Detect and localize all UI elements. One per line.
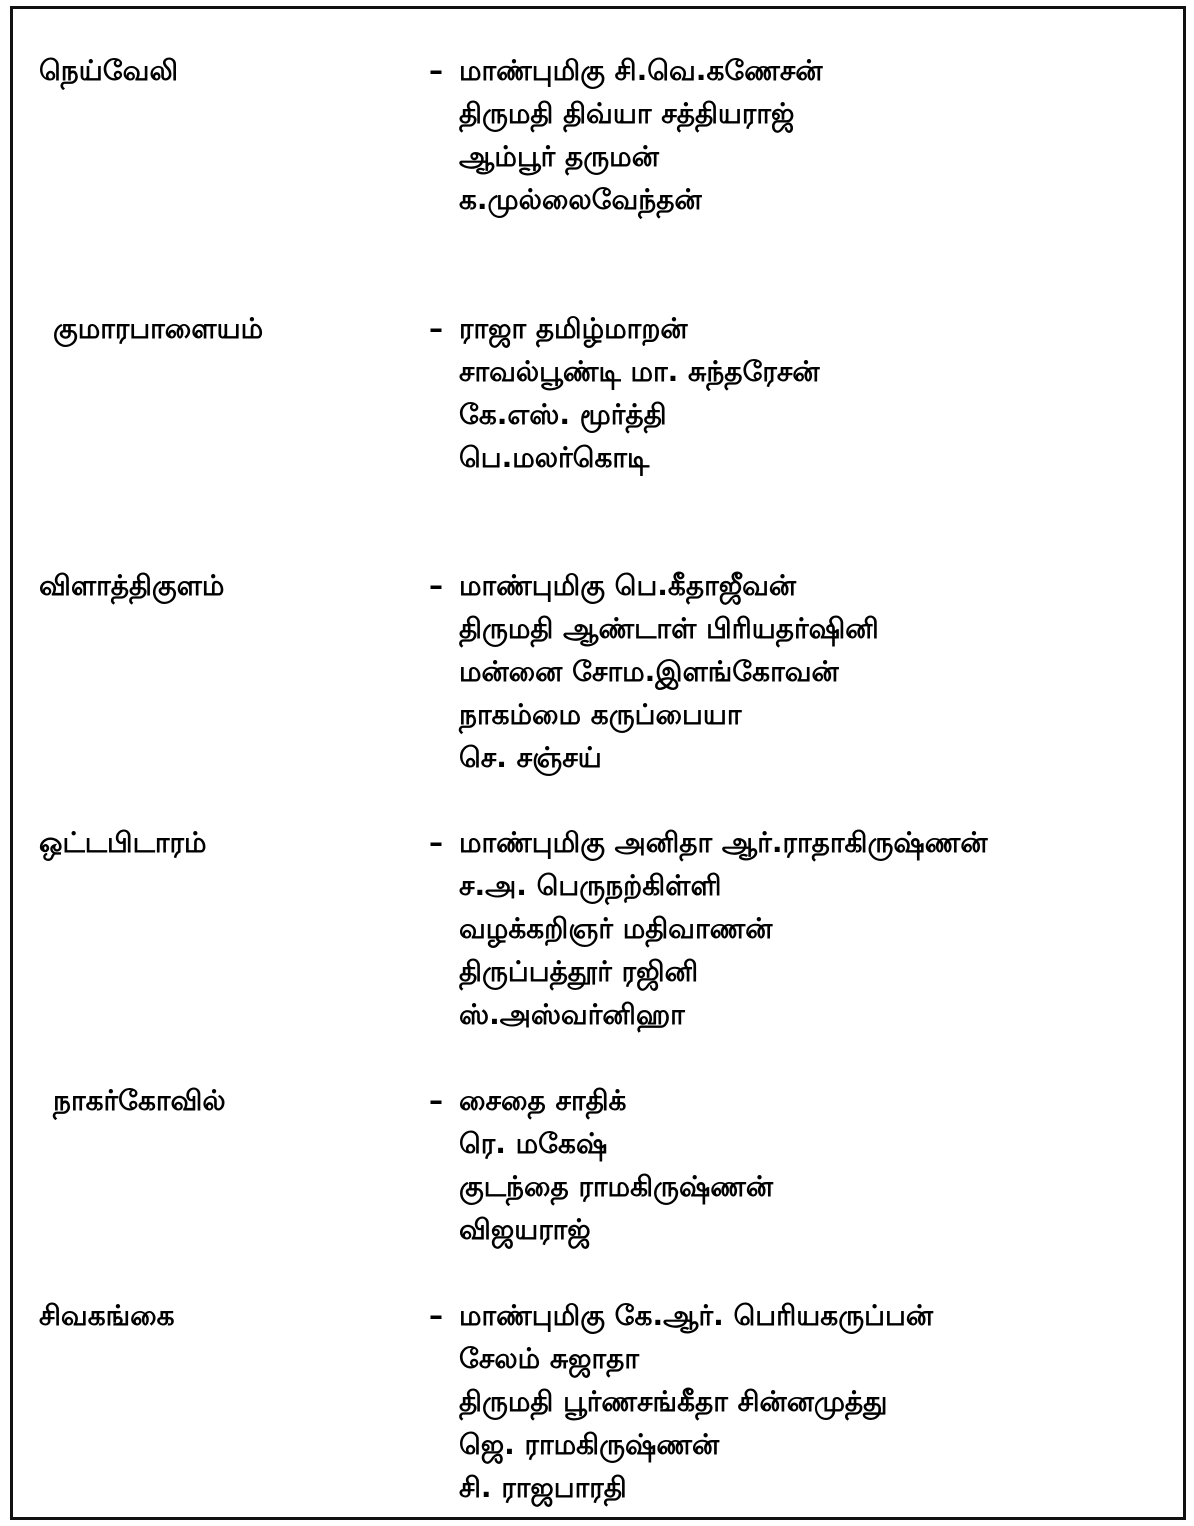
dash: – [429,569,443,602]
member-list [459,49,823,221]
member-name: ரெ. மகேஷ் [459,1127,608,1160]
member-list [459,307,820,479]
constituency-name: நாகர்கோவில் [53,1084,226,1117]
document-frame [10,6,1186,1520]
member-name: சாவல்பூண்டி மா. சுந்தரேசன் [459,355,820,388]
member-name: திருமதி ஆண்டாள் பிரியதர்ஷினி [459,612,879,645]
constituency-name: நெய்வேலி [39,54,178,87]
member-name: பெ.மலர்கொடி [459,441,650,474]
member-name: மாண்புமிகு பெ.கீதாஜீவன் [459,569,797,602]
constituency-name: சிவகங்கை [39,1299,175,1332]
member-name: மன்னை சோம.இளங்கோவன் [459,655,839,688]
member-name: கே.எஸ். மூர்த்தி [459,398,667,431]
member-name: திருப்பத்தூர் ரஜினி [459,955,699,988]
member-name: க.முல்லைவேந்தன் [459,183,702,216]
dash: – [429,826,443,859]
member-name: ஜெ. ராமகிருஷ்ணன் [459,1428,720,1461]
constituency-name: ஒட்டபிடாரம் [39,826,207,859]
member-name: சி. ராஜபாரதி [459,1471,627,1504]
member-name: மாண்புமிகு கே.ஆர். பெரியகருப்பன் [459,1299,933,1332]
constituency-name: குமாரபாளையம் [53,312,264,345]
member-list [459,1079,773,1251]
member-name: ஆம்பூர் தருமன் [459,140,659,173]
member-list [459,1294,933,1509]
member-name: சேலம் சுஜாதா [459,1342,640,1375]
member-name: ராஜா தமிழ்மாறன் [459,312,688,345]
dash: – [429,54,443,87]
member-name: சைதை சாதிக் [459,1084,627,1117]
member-name: வழக்கறிஞர் மதிவாணன் [459,912,773,945]
member-list [459,821,988,1036]
member-name: மாண்புமிகு அனிதா ஆர்.ராதாகிருஷ்ணன் [459,826,988,859]
member-name: மாண்புமிகு சி.வெ.கணேசன் [459,54,823,87]
constituency-name: விளாத்திகுளம் [39,569,225,602]
member-list [459,564,879,779]
member-name: ஸ்.அஸ்வர்னிஹா [459,998,685,1031]
member-name: செ. சஞ்சய் [459,741,602,774]
dash: – [429,312,443,345]
dash: – [429,1299,443,1332]
member-name: விஜயராஜ் [459,1213,591,1246]
member-name: திருமதி பூர்ணசங்கீதா சின்னமுத்து [459,1385,888,1418]
member-name: குடந்தை ராமகிருஷ்ணன் [459,1170,774,1203]
member-name: ச.அ. பெருநற்கிள்ளி [459,869,722,902]
member-name: திருமதி திவ்யா சத்தியராஜ் [459,97,795,130]
dash: – [429,1084,443,1117]
member-name: நாகம்மை கருப்பையா [459,698,742,731]
